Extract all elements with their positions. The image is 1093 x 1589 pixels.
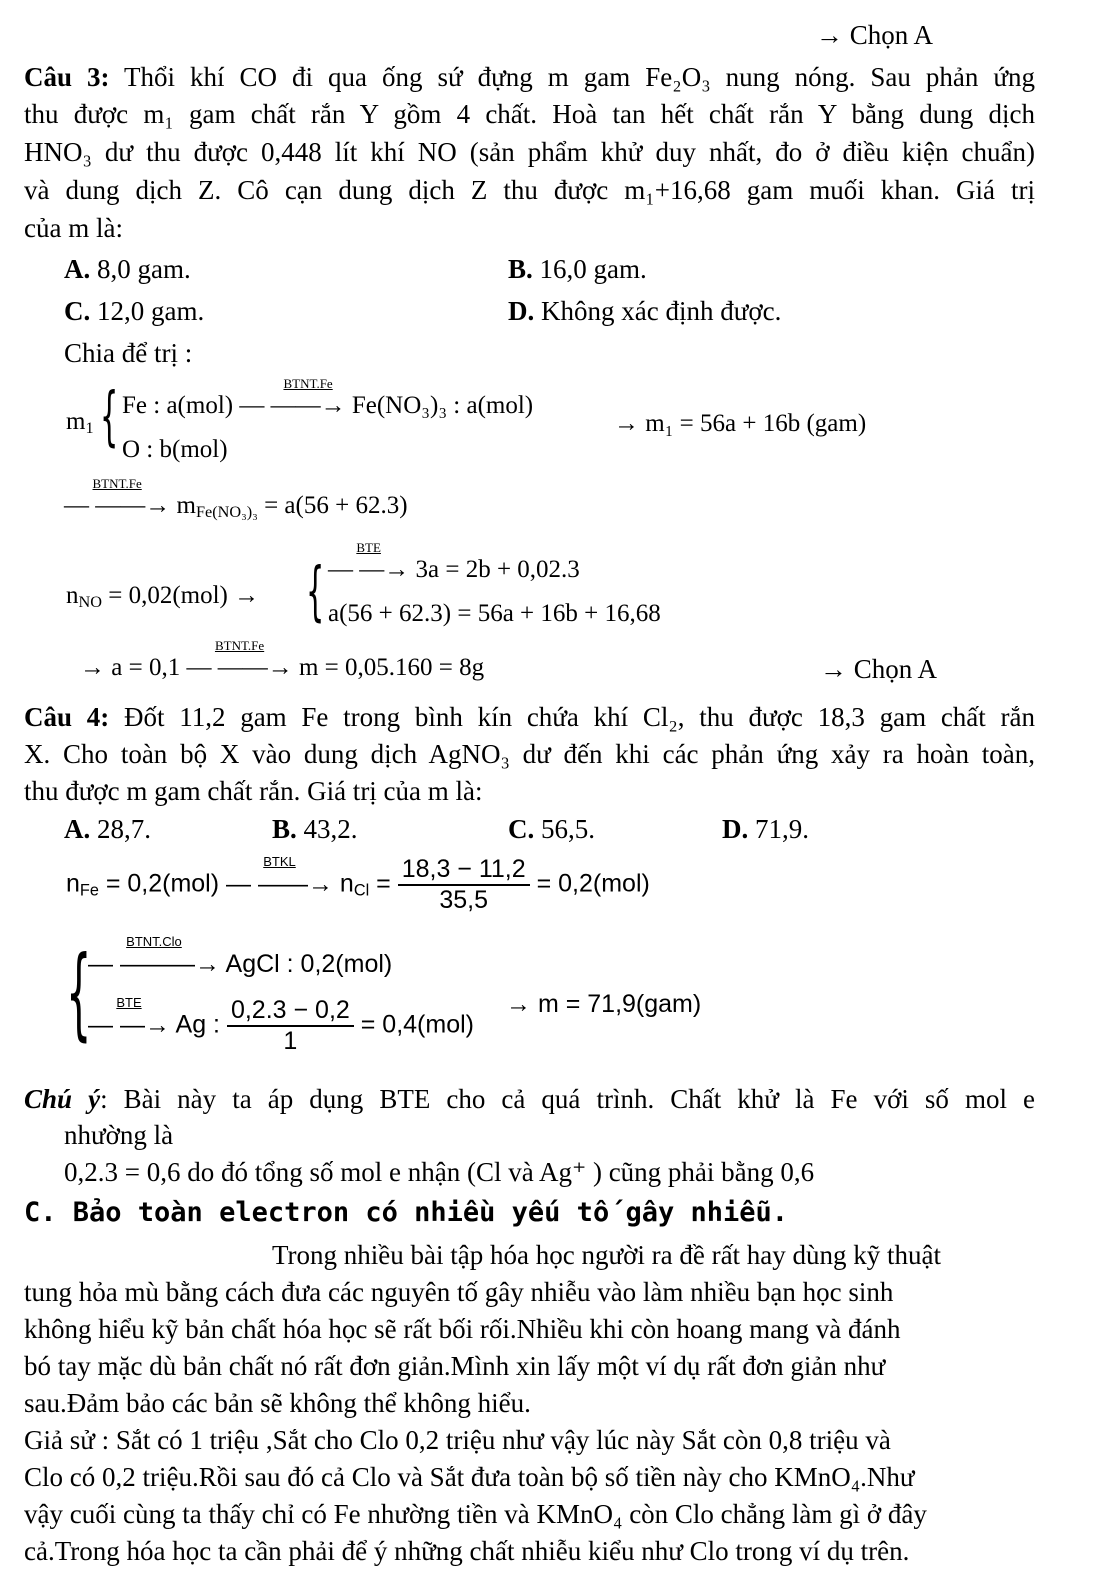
q4-line1	[24, 700, 1035, 734]
q3-line3: HNO₃ dư thu được 0,448 lít khí NO (sản phẩm khử duy nhất, đo ở điều kiện chuẩn)	[24, 137, 1035, 167]
q3-line4: và dung dịch Z. Cô cạn dung dịch Z thu được m₁+16,68 gam muối khan. Giá trị	[24, 175, 1035, 205]
q4-text1: Đốt 11,2 gam Fe trong bình kín chứa khí Cl₂, thu được 18,3 gam chất rắn	[123, 702, 1035, 732]
q3-option-b: B. 16,0 gam.	[508, 254, 647, 284]
q4-m-result: → m = 71,9(gam)	[506, 990, 702, 1018]
q3-solution-intro: Chia để trị :	[64, 338, 193, 368]
choose-answer-top: → Chọn A	[816, 20, 934, 50]
q3-nno: $n_{NO} = 0,02(mol)$ →	[66, 582, 260, 612]
q4-label: Câu 4:	[24, 702, 110, 732]
q3-label: Câu 3:	[24, 62, 110, 92]
q4-ag-line: — BTE —→ Ag : $\frac{0,2.3 - 0,2}{1}$ = 0,4(mol)	[88, 994, 474, 1055]
q3-text1: Thổi khí CO đi qua ống sứ đựng m gam Fe₂O₃ nung nóng. Sau phản ứng	[124, 62, 1035, 92]
section-c-p1-line4: bó tay mặc dù bản chất nó rất đơn giản.Mình xin lấy một ví dụ rất đơn giản như	[24, 1351, 886, 1381]
q3-m1-symbol: $m_1$	[66, 408, 94, 438]
section-c-p2-line1: Giả sử : Sắt có 1 triệu ,Sắt cho Clo 0,2 triệu như vậy lúc này Sắt còn 0,8 triệu và	[24, 1425, 891, 1455]
section-c-p2-line4: cả.Trong hóa học ta cần phải để ý những chất nhiễu kiểu như Clo trong ví dụ trên.	[24, 1536, 910, 1566]
q4-left-brace: {	[66, 934, 92, 1051]
q3-choose-answer: → Chọn A	[820, 654, 938, 684]
q3-option-a: A. 8,0 gam.	[64, 254, 191, 284]
q4-line2: X. Cho toàn bộ X vào dung dịch AgNO₃ dư đến khi các phản ứng xảy ra hoàn toàn,	[24, 739, 1035, 769]
q3-left-brace-2: {	[306, 555, 325, 629]
q3-left-brace-1: {	[100, 380, 119, 454]
q4-option-a: A. 28,7.	[64, 814, 151, 844]
section-c-p1-line5: sau.Đảm bảo các bản sẽ không thể không hiểu.	[24, 1388, 531, 1418]
q4-line3: thu được m gam chất rắn. Giá trị của m là:	[24, 776, 483, 806]
q4-note-line2: nhường là	[64, 1120, 174, 1150]
section-c-p1-line3: không hiểu kỹ bản chất hóa học sẽ rất bối rối.Nhiều khi còn hoang mang và đánh	[24, 1314, 901, 1344]
q4-option-d: D. 71,9.	[722, 814, 809, 844]
q3-m1-equation: → m₁ = 56a + 16b (gam)	[614, 410, 867, 437]
section-c-p1-line1: Trong nhiều bài tập hóa học người ra đề rất hay dùng kỹ thuật	[272, 1240, 942, 1270]
q3-result: → a = 0,1 — BTNT.Fe ——→ m = 0,05.160 = 8g	[80, 638, 485, 681]
q3-line2: thu được m₁ gam chất rắn Y gồm 4 chất. Hoà tan hết chất rắn Y bằng dung dịch	[24, 99, 1035, 129]
q3-salt-mass: — BTNT.Fe ——→ $m_{Fe(NO_3)_3} = a(56 + 62.3)$	[64, 476, 408, 522]
q4-option-c: C. 56,5.	[508, 814, 595, 844]
q3-eq1: — BTE —→ 3a = 2b + 0,02.3	[328, 540, 580, 583]
q3-line1	[24, 60, 1035, 94]
q4-note-line1: Chú ý: Bài này ta áp dụng BTE cho cả quá trình. Chất khử là Fe với số mol e	[24, 1084, 1035, 1114]
q3-line5: của m là:	[24, 213, 123, 243]
q4-nfe-line: $n_{Fe} = 0,2(mol)$ — BTKL ——→ $n_{Cl}$ = $\frac{18,3 - 11,2}{35,5}$ = 0,2(mol)	[66, 853, 650, 914]
section-c-p2-line2: Clo có 0,2 triệu.Rồi sau đó cả Clo và Sắt đưa toàn bộ số tiền này cho KMnO₄.Như	[24, 1462, 915, 1492]
q4-note-label: Chú ý	[24, 1084, 101, 1114]
section-c-p2-line3: vậy cuối cùng ta thấy chỉ có Fe nhường tiền và KMnO₄ còn Clo chẳng làm gì ở đây	[24, 1499, 927, 1529]
q4-option-b: B. 43,2.	[272, 814, 358, 844]
q3-option-c: C. 12,0 gam.	[64, 296, 205, 326]
q4-note-line3: 0,2.3 = 0,6 do đó tổng số mol e nhận (Cl và Ag⁺ ) cũng phải bằng 0,6	[64, 1157, 815, 1187]
section-c-p1-line2: tung hỏa mù bằng cách đưa các nguyên tố gây nhiễu vào làm nhiều bạn học sinh	[24, 1277, 894, 1307]
q3-fe-mol: Fe : a(mol) — BTNT.Fe ——→ Fe(NO₃)₃ : a(mol)	[122, 376, 534, 419]
q3-option-d: D. Không xác định được.	[508, 296, 782, 326]
q4-agcl-line: — BTNT.Clo ———→ AgCl : 0,2(mol)	[88, 934, 393, 978]
section-c-heading: C. Bảo toàn electron có nhiều yếu tố gây nhiễu.	[24, 1197, 789, 1228]
q3-eq2: a(56 + 62.3) = 56a + 16b + 16,68	[328, 600, 661, 627]
q3-o-mol: O : b(mol)	[122, 436, 228, 463]
